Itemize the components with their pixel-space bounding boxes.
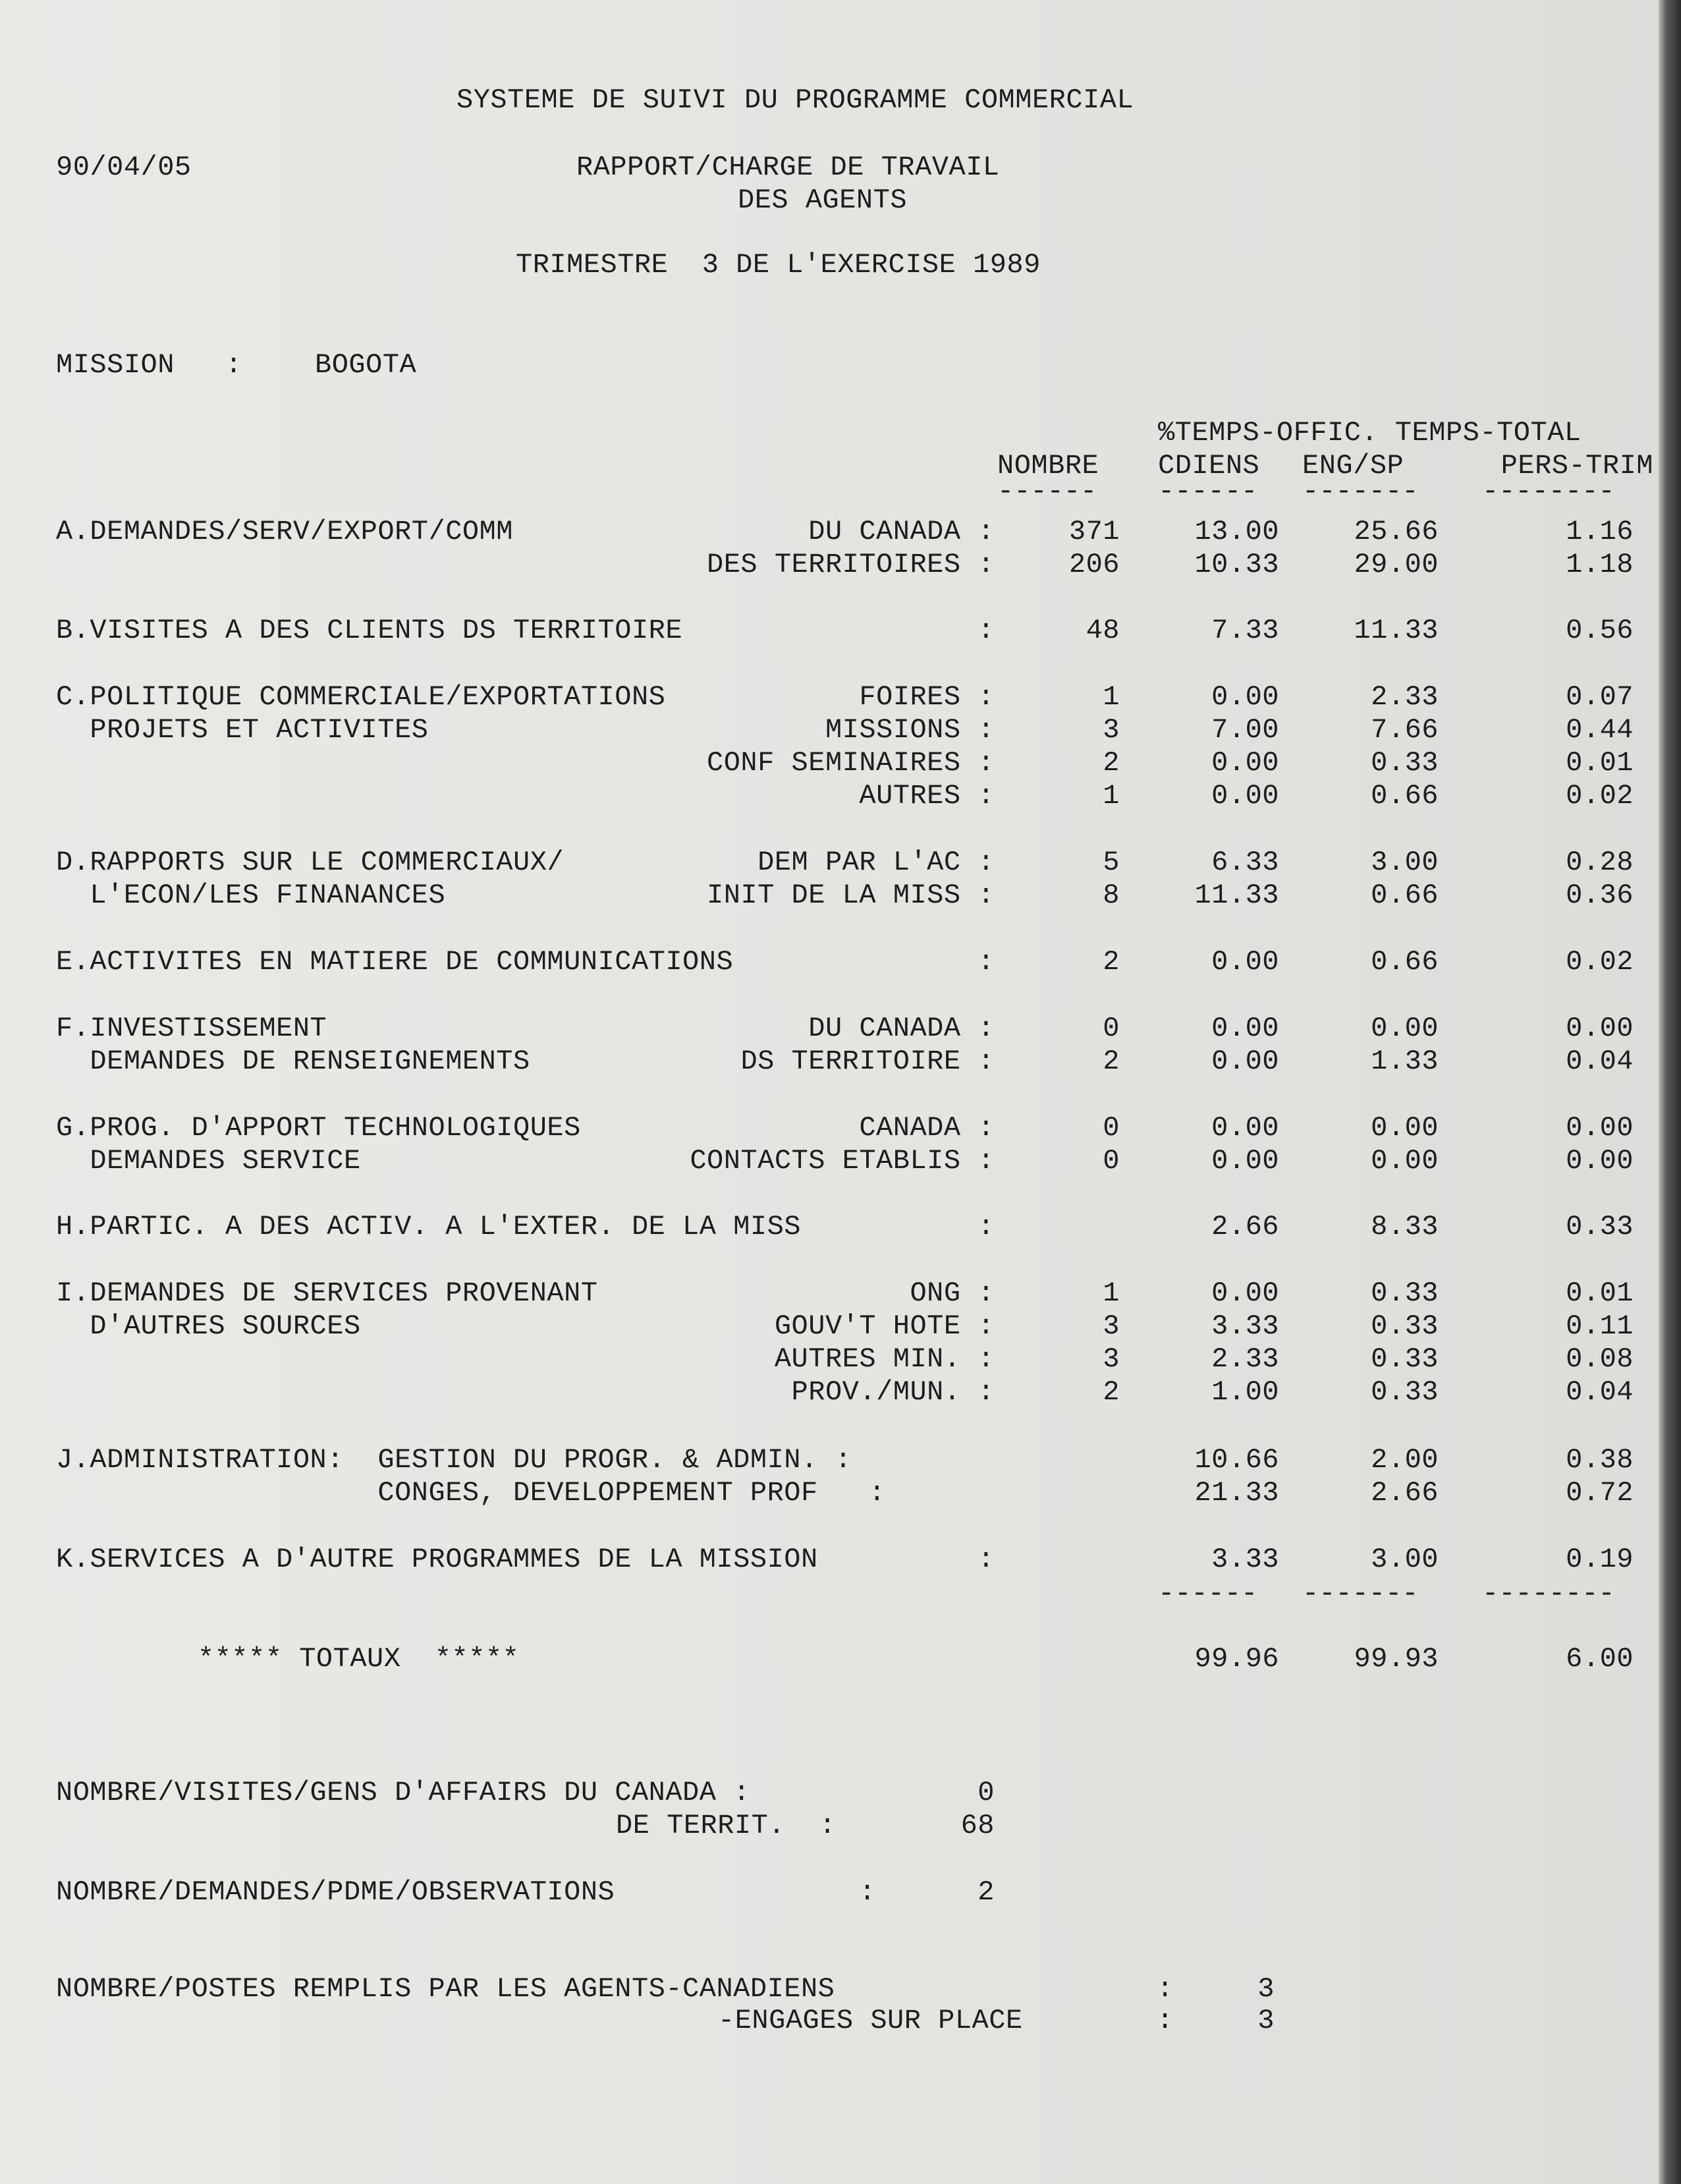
row-label: B.VISITES A DES CLIENTS DS TERRITOIRE — [56, 615, 683, 646]
row-engsp: 0.00 — [1371, 1013, 1439, 1044]
visites-territ-value: 68 — [960, 1810, 995, 1841]
row-label: G.PROG. D'APPORT TECHNOLOGIQUES — [56, 1112, 581, 1144]
row-sublabel: : — [978, 1211, 995, 1243]
row-sublabel: AUTRES MIN. : — [774, 1343, 995, 1375]
row-label: E.ACTIVITES EN MATIERE DE COMMUNICATIONS — [56, 946, 734, 978]
row-perstrim: 0.38 — [1566, 1444, 1634, 1476]
row-sublabel: DEM PAR L'AC : — [758, 847, 995, 878]
row-engsp: 1.33 — [1371, 1046, 1439, 1077]
row-perstrim: 0.11 — [1566, 1310, 1634, 1342]
row-cdiens: 0.00 — [1211, 1112, 1279, 1144]
totals-engsp: 99.93 — [1354, 1643, 1439, 1675]
row-engsp: 7.66 — [1371, 714, 1439, 746]
row-nombre: 206 — [1068, 549, 1120, 580]
row-engsp: 0.33 — [1371, 1310, 1439, 1342]
row-label: D.RAPPORTS SUR LE COMMERCIAUX/ — [56, 847, 565, 878]
row-perstrim: 0.56 — [1566, 615, 1634, 646]
row-label: DEMANDES SERVICE — [56, 1145, 361, 1177]
row-nombre: 2 — [1103, 1046, 1120, 1077]
row-label: L'ECON/LES FINANANCES — [56, 880, 446, 911]
row-engsp: 0.00 — [1371, 1112, 1439, 1144]
row-cdiens: 10.66 — [1194, 1444, 1279, 1476]
postes-cdn-value: 3 — [1257, 1973, 1275, 2005]
column-header-cdiens: CDIENS — [1158, 450, 1260, 482]
report-title-line-2: DES AGENTS — [738, 184, 908, 216]
row-cdiens: 21.33 — [1194, 1477, 1279, 1509]
column-header-engsp: ENG/SP — [1302, 450, 1404, 482]
row-sublabel: MISSIONS : — [825, 714, 995, 746]
territ-label: DE TERRIT. : — [616, 1810, 837, 1841]
row-sublabel: INIT DE LA MISS : — [707, 880, 995, 911]
row-cdiens: 2.66 — [1211, 1211, 1279, 1243]
engages-colon: : — [1157, 2005, 1174, 2036]
row-sublabel: CONF SEMINAIRES : — [707, 747, 995, 779]
row-engsp: 0.33 — [1371, 1343, 1439, 1375]
row-engsp: 2.00 — [1371, 1444, 1439, 1476]
postes-esp-value: 3 — [1257, 2005, 1275, 2036]
row-perstrim: 0.01 — [1566, 747, 1634, 779]
row-perstrim: 0.72 — [1566, 1477, 1634, 1509]
report-title-line-1: RAPPORT/CHARGE DE TRAVAIL — [576, 152, 1000, 183]
row-cdiens: 13.00 — [1194, 516, 1279, 547]
row-engsp: 0.00 — [1371, 1145, 1439, 1177]
row-label: F.INVESTISSEMENT — [56, 1013, 327, 1044]
row-sublabel: DS TERRITOIRE : — [740, 1046, 995, 1077]
row-engsp: 25.66 — [1354, 516, 1439, 547]
row-perstrim: 0.02 — [1566, 946, 1634, 978]
row-perstrim: 0.36 — [1566, 880, 1634, 911]
row-nombre: 48 — [1086, 615, 1120, 646]
row-engsp: 11.33 — [1354, 615, 1439, 646]
row-perstrim: 1.16 — [1566, 516, 1634, 547]
totals-cdiens: 99.96 — [1194, 1643, 1279, 1675]
row-nombre: 8 — [1103, 880, 1120, 911]
totals-underline-engsp: ------- — [1302, 1578, 1419, 1610]
row-perstrim: 0.00 — [1566, 1112, 1634, 1144]
header-underline-nombre: ------ — [997, 476, 1097, 507]
row-cdiens: 1.00 — [1211, 1376, 1279, 1408]
row-label: CONGES, DEVELOPPEMENT PROF : — [56, 1477, 886, 1509]
row-sublabel: : — [978, 1544, 995, 1575]
row-perstrim: 0.00 — [1566, 1013, 1634, 1044]
totals-perstrim: 6.00 — [1566, 1643, 1634, 1675]
row-cdiens: 0.00 — [1211, 946, 1279, 978]
row-label: K.SERVICES A D'AUTRE PROGRAMMES DE LA MISSION — [56, 1544, 818, 1575]
demandes-colon: : — [859, 1876, 876, 1908]
row-sublabel: FOIRES : — [859, 681, 995, 713]
row-label: DEMANDES DE RENSEIGNEMENTS — [56, 1046, 530, 1077]
row-cdiens: 2.33 — [1211, 1343, 1279, 1375]
totals-underline-perstrim: -------- — [1482, 1578, 1615, 1610]
row-cdiens: 0.00 — [1211, 681, 1279, 713]
row-perstrim: 0.44 — [1566, 714, 1634, 746]
row-label: D'AUTRES SOURCES — [56, 1310, 361, 1342]
row-label: A.DEMANDES/SERV/EXPORT/COMM — [56, 516, 514, 547]
postes-colon: : — [1157, 1973, 1174, 2005]
visites-canada-value: 0 — [978, 1777, 995, 1808]
demandes-label: NOMBRE/DEMANDES/PDME/OBSERVATIONS — [56, 1876, 615, 1908]
row-cdiens: 0.00 — [1211, 1145, 1279, 1177]
row-engsp: 2.66 — [1371, 1477, 1439, 1509]
row-engsp: 0.33 — [1371, 1376, 1439, 1408]
column-header-nombre: NOMBRE — [997, 450, 1099, 482]
row-sublabel: DU CANADA : — [808, 516, 995, 547]
row-label: H.PARTIC. A DES ACTIV. A L'EXTER. DE LA MISS — [56, 1211, 801, 1243]
row-nombre: 0 — [1103, 1145, 1120, 1177]
row-nombre: 2 — [1103, 1376, 1120, 1408]
row-perstrim: 1.18 — [1566, 549, 1634, 580]
postes-label: NOMBRE/POSTES REMPLIS PAR LES AGENTS-CANADIENS — [56, 1973, 835, 2005]
row-engsp: 8.33 — [1371, 1211, 1439, 1243]
row-label: C.POLITIQUE COMMERCIALE/EXPORTATIONS — [56, 681, 666, 713]
row-engsp: 29.00 — [1354, 549, 1439, 580]
mission-label: MISSION : — [56, 349, 242, 381]
row-nombre: 1 — [1103, 780, 1120, 812]
row-perstrim: 0.02 — [1566, 780, 1634, 812]
row-cdiens: 7.33 — [1211, 615, 1279, 646]
row-sublabel: AUTRES : — [859, 780, 995, 812]
row-cdiens: 3.33 — [1211, 1310, 1279, 1342]
row-engsp: 2.33 — [1371, 681, 1439, 713]
row-perstrim: 0.19 — [1566, 1544, 1634, 1575]
report-date: 90/04/05 — [56, 152, 192, 183]
row-engsp: 3.00 — [1371, 1544, 1439, 1575]
system-title: SYSTEME DE SUIVI DU PROGRAMME COMMERCIAL — [456, 84, 1134, 116]
row-sublabel: DU CANADA : — [808, 1013, 995, 1044]
row-engsp: 0.33 — [1371, 1277, 1439, 1309]
row-engsp: 0.33 — [1371, 747, 1439, 779]
row-sublabel: DES TERRITOIRES : — [707, 549, 995, 580]
row-nombre: 0 — [1103, 1013, 1120, 1044]
row-nombre: 3 — [1103, 1343, 1120, 1375]
row-perstrim: 0.01 — [1566, 1277, 1634, 1309]
row-nombre: 1 — [1103, 1277, 1120, 1309]
row-perstrim: 0.33 — [1566, 1211, 1634, 1243]
row-cdiens: 0.00 — [1211, 780, 1279, 812]
row-sublabel: PROV./MUN. : — [791, 1376, 995, 1408]
row-nombre: 2 — [1103, 946, 1120, 978]
engages-label: -ENGAGES SUR PLACE — [718, 2005, 1023, 2036]
row-sublabel: : — [978, 946, 995, 978]
row-cdiens: 3.33 — [1211, 1544, 1279, 1575]
scan-edge-shadow — [1659, 0, 1681, 2184]
totals-label: ***** TOTAUX ***** — [198, 1643, 520, 1675]
row-label: J.ADMINISTRATION: GESTION DU PROGR. & ADMIN. : — [56, 1444, 852, 1476]
row-cdiens: 11.33 — [1194, 880, 1279, 911]
header-underline-engsp: ------- — [1302, 476, 1419, 507]
visites-label: NOMBRE/VISITES/GENS D'AFFAIRS DU CANADA : — [56, 1777, 750, 1808]
row-perstrim: 0.08 — [1566, 1343, 1634, 1375]
row-perstrim: 0.04 — [1566, 1046, 1634, 1077]
row-engsp: 3.00 — [1371, 847, 1439, 878]
row-cdiens: 10.33 — [1194, 549, 1279, 580]
report-period: TRIMESTRE 3 DE L'EXERCISE 1989 — [516, 249, 1041, 281]
row-engsp: 0.66 — [1371, 780, 1439, 812]
row-nombre: 2 — [1103, 747, 1120, 779]
row-nombre: 0 — [1103, 1112, 1120, 1144]
row-cdiens: 0.00 — [1211, 747, 1279, 779]
row-nombre: 5 — [1103, 847, 1120, 878]
row-sublabel: GOUV'T HOTE : — [774, 1310, 995, 1342]
row-sublabel: CANADA : — [859, 1112, 995, 1144]
row-sublabel: CONTACTS ETABLIS : — [690, 1145, 995, 1177]
row-perstrim: 0.04 — [1566, 1376, 1634, 1408]
demandes-value: 2 — [978, 1876, 995, 1908]
row-perstrim: 0.00 — [1566, 1145, 1634, 1177]
row-label: PROJETS ET ACTIVITES — [56, 714, 429, 746]
row-label: I.DEMANDES DE SERVICES PROVENANT — [56, 1277, 598, 1309]
mission-value: BOGOTA — [315, 349, 417, 381]
row-cdiens: 0.00 — [1211, 1046, 1279, 1077]
totals-underline-cdiens: ------ — [1158, 1578, 1258, 1610]
row-cdiens: 7.00 — [1211, 714, 1279, 746]
row-nombre: 371 — [1068, 516, 1120, 547]
row-cdiens: 0.00 — [1211, 1277, 1279, 1309]
row-perstrim: 0.28 — [1566, 847, 1634, 878]
row-nombre: 1 — [1103, 681, 1120, 713]
column-header-perstrim: PERS-TRIM — [1501, 450, 1653, 482]
row-engsp: 0.66 — [1371, 946, 1439, 978]
header-underline-cdiens: ------ — [1158, 476, 1258, 507]
row-engsp: 0.66 — [1371, 880, 1439, 911]
column-group-header: %TEMPS-OFFIC. TEMPS-TOTAL — [1158, 417, 1582, 449]
row-sublabel: : — [978, 615, 995, 646]
row-nombre: 3 — [1103, 1310, 1120, 1342]
row-perstrim: 0.07 — [1566, 681, 1634, 713]
row-cdiens: 6.33 — [1211, 847, 1279, 878]
header-underline-perstrim: -------- — [1482, 476, 1615, 507]
row-cdiens: 0.00 — [1211, 1013, 1279, 1044]
row-nombre: 3 — [1103, 714, 1120, 746]
row-sublabel: ONG : — [910, 1277, 995, 1309]
